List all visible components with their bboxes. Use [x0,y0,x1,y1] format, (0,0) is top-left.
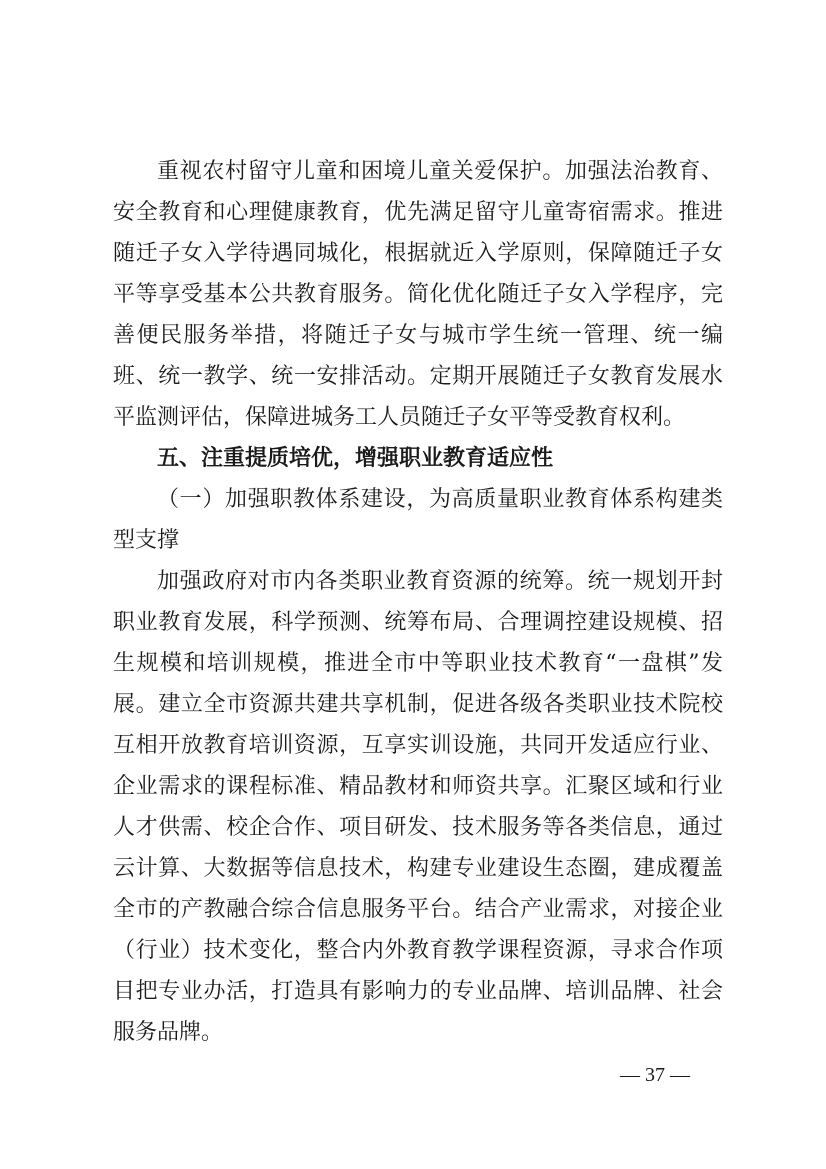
page-number: — 37 — [620,1064,690,1086]
paragraph-2-line-8: 云计算、大数据等信息技术，构建专业建设生态圈，建成覆盖 [113,856,723,881]
paragraph-1-line-4: 平等享受基本公共教育服务。简化优化随迁子女入学程序，完 [113,282,723,307]
paragraph-1-line-5: 善便民服务举措，将随迁子女与城市学生统一管理、统一编 [113,323,723,348]
paragraph-2-line-3: 生规模和培训规模，推进全市中等职业技术教育“一盘棋”发 [113,651,723,676]
paragraph-1-line-3: 随迁子女入学待遇同城化，根据就近入学原则，保障随迁子女 [113,241,723,266]
subsection-heading-line-2: 型支撑 [113,528,180,553]
paragraph-2-line-11: 目把专业办活，打造具有影响力的专业品牌、培训品牌、社会 [113,979,723,1004]
paragraph-2-line-5: 互相开放教育培训资源，互享实训设施，共同开发适应行业、 [113,733,723,758]
paragraph-2-line-6: 企业需求的课程标准、精品教材和师资共享。汇聚区域和行业 [113,774,723,799]
paragraph-1-line-6: 班、统一教学、统一安排活动。定期开展随迁子女教育发展水 [113,364,723,389]
subsection-heading-line-1: （一）加强职教体系建设，为高质量职业教育体系构建类 [157,487,723,512]
paragraph-2-line-10: （行业）技术变化，整合内外教育教学课程资源，寻求合作项 [113,938,723,963]
paragraph-2-line-7: 人才供需、校企合作、项目研发、技术服务等各类信息，通过 [113,815,723,840]
paragraph-2-line-12: 服务品牌。 [113,1020,224,1045]
paragraph-1-line-2: 安全教育和心理健康教育，优先满足留守儿童寄宿需求。推进 [113,200,723,225]
paragraph-1-line-7: 平监测评估，保障进城务工人员随迁子女平等受教育权利。 [113,405,686,430]
paragraph-2-line-9: 全市的产教融合综合信息服务平台。结合产业需求，对接企业 [113,897,723,922]
section-heading: 五、注重提质培优，增强职业教育适应性 [157,446,554,471]
paragraph-2-line-2: 职业教育发展，科学预测、统筹布局、合理调控建设规模、招 [113,610,723,635]
paragraph-2-line-4: 展。建立全市资源共建共享机制，促进各级各类职业技术院校 [113,692,723,717]
paragraph-1-line-1: 重视农村留守儿童和困境儿童关爱保护。加强法治教育、 [157,159,723,184]
paragraph-2-line-1: 加强政府对市内各类职业教育资源的统筹。统一规划开封 [157,569,723,594]
